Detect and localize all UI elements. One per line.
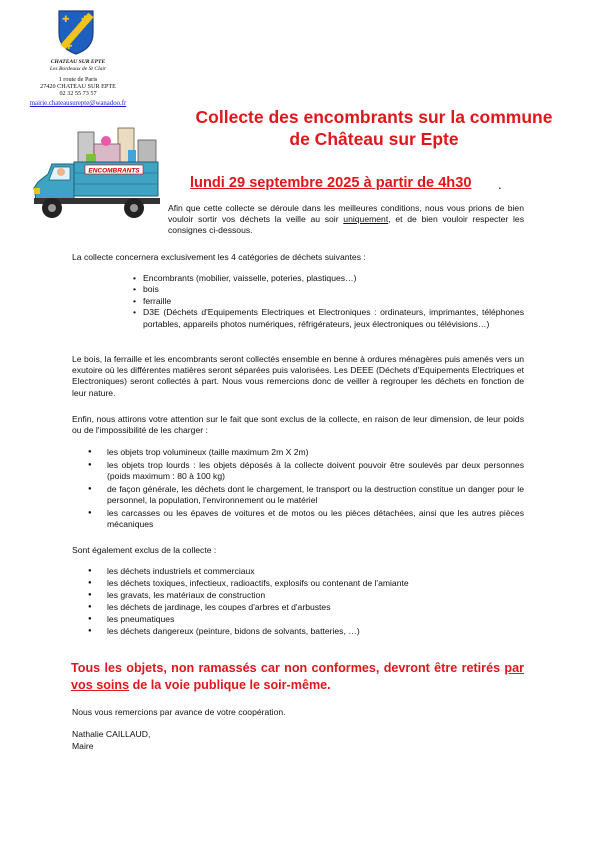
letterhead-phone: 02 32 55 73 57 (59, 90, 97, 97)
warning-underlined: par vos soins (71, 661, 524, 692)
svg-text:✚: ✚ (65, 42, 73, 52)
warning-text-after: de la voie publique le soir-même. (129, 678, 331, 692)
truck-with-junk-icon (30, 126, 162, 230)
excluded-items-list (88, 447, 524, 532)
list-item: ● les gravats, les matériaux de construction (88, 590, 524, 602)
collection-paragraph: Le bois, la ferraille et les encombrants seront collectés ensemble en benne à ordures ménagères puis amenés vers un exutoire où les différentes matières seront séparées puis valorisées. Les DEEE (Déchets d'Equipements Electriques et Electroniques) seront collectés à part. Nous vous remercions donc de veiller à regrouper les déchets en fonction de leur nature. (72, 354, 524, 398)
list-item: ● les déchets toxiques, infectieux, radioactifs, explosifs ou contenant de l'amiante (88, 578, 524, 590)
page-title (164, 106, 584, 150)
list-item: ● les déchets dangereux (peinture, bidons de solvants, batteries, …) (88, 626, 524, 638)
svg-text:✚: ✚ (62, 15, 70, 25)
categories-intro: La collecte concernera exclusivement les 4 catégories de déchets suivantes : (72, 252, 366, 262)
list-item: ● les déchets de jardinage, les coupes d'arbres et d'arbustes (88, 602, 524, 614)
coat-of-arms-icon (57, 9, 95, 55)
intro-underlined-word: uniquement (343, 214, 389, 225)
intro-paragraph (168, 203, 524, 237)
list-item: ● les déchets industriels et commerciaux (88, 566, 524, 578)
letterhead-city: 27420 CHATEAU SUR EPTE (40, 83, 116, 90)
letterhead-email-link[interactable]: mairie.chateausurepte@wanadoo.fr (29, 100, 127, 107)
list-item: ● les carcasses ou les épaves de voitures et de motos ou les pièces détachées, ainsi que les autres pièces mécaniques (88, 508, 524, 530)
also-excluded-intro: Sont également exclus de la collecte : (72, 545, 217, 555)
letterhead-subtitle: Les Bordeaux de St Clair (49, 66, 107, 72)
signature-role: Maire (72, 741, 94, 751)
list-item: • bois (133, 284, 524, 295)
collection-date: lundi 29 septembre 2025 à partir de 4h30 (190, 175, 472, 191)
list-item: ● les objets trop volumineux (taille maximum 2m X 2m) (88, 447, 524, 458)
svg-text:✚: ✚ (81, 15, 89, 25)
truck-sign-label: ENCOMBRANTS (88, 167, 140, 175)
also-excluded-list (88, 566, 524, 637)
thanks-line: Nous vous remercions par avance de votre coopération. (72, 707, 286, 717)
list-item: • ferraille (133, 296, 524, 307)
list-item: ● de façon générale, les déchets dont le chargement, le transport ou la destruction constitue un danger pour le personnel, la population, l'environnement ou le matériel (88, 484, 524, 506)
warning-text-before: Tous les objets, non ramassés car non conformes, devront être retirés (71, 661, 505, 675)
list-item: • Encombrants (mobilier, vaisselle, poteries, plastiques…) (133, 273, 524, 284)
intro-text-before: Afin que cette collecte se déroule dans les meilleures conditions, nous vous prions de bien vouloir sortir vos déchets la veille au soir (168, 203, 524, 225)
signature-name: Nathalie CAILLAUD, (72, 729, 151, 739)
list-item: ● les objets trop lourds : les objets déposés à la collecte doivent pouvoir être soulevés par deux personnes (poids maximum : 80 à 100 kg) (88, 460, 524, 482)
categories-list (133, 273, 524, 330)
excluded-paragraph: Enfin, nous attirons votre attention sur le fait que sont exclus de la collecte, en raison de leur dimension, de leur poids ou de l'impossibilité de les charger : (72, 414, 524, 436)
page-title-line2: de Château sur Epte (289, 129, 459, 149)
intro-text-after: , et de bien vouloir respecter les consignes ci-dessous. (168, 214, 524, 236)
collection-date-suffix: . (498, 177, 502, 192)
letterhead-street: 1 route de Paris (58, 76, 98, 83)
list-item: ● les pneumatiques (88, 614, 524, 626)
page-title-line1: Collecte des encombrants sur la commune (195, 107, 553, 127)
warning-notice (71, 660, 524, 694)
letterhead-commune: CHATEAU SUR EPTE (50, 59, 106, 65)
list-item: • D3E (Déchets d'Equipements Electriques et Electroniques : ordinateurs, imprimantes, téléphones portables, appareils photos numériques, réfrigérateurs, jeux électroniques ou télévisions…) (133, 307, 524, 330)
